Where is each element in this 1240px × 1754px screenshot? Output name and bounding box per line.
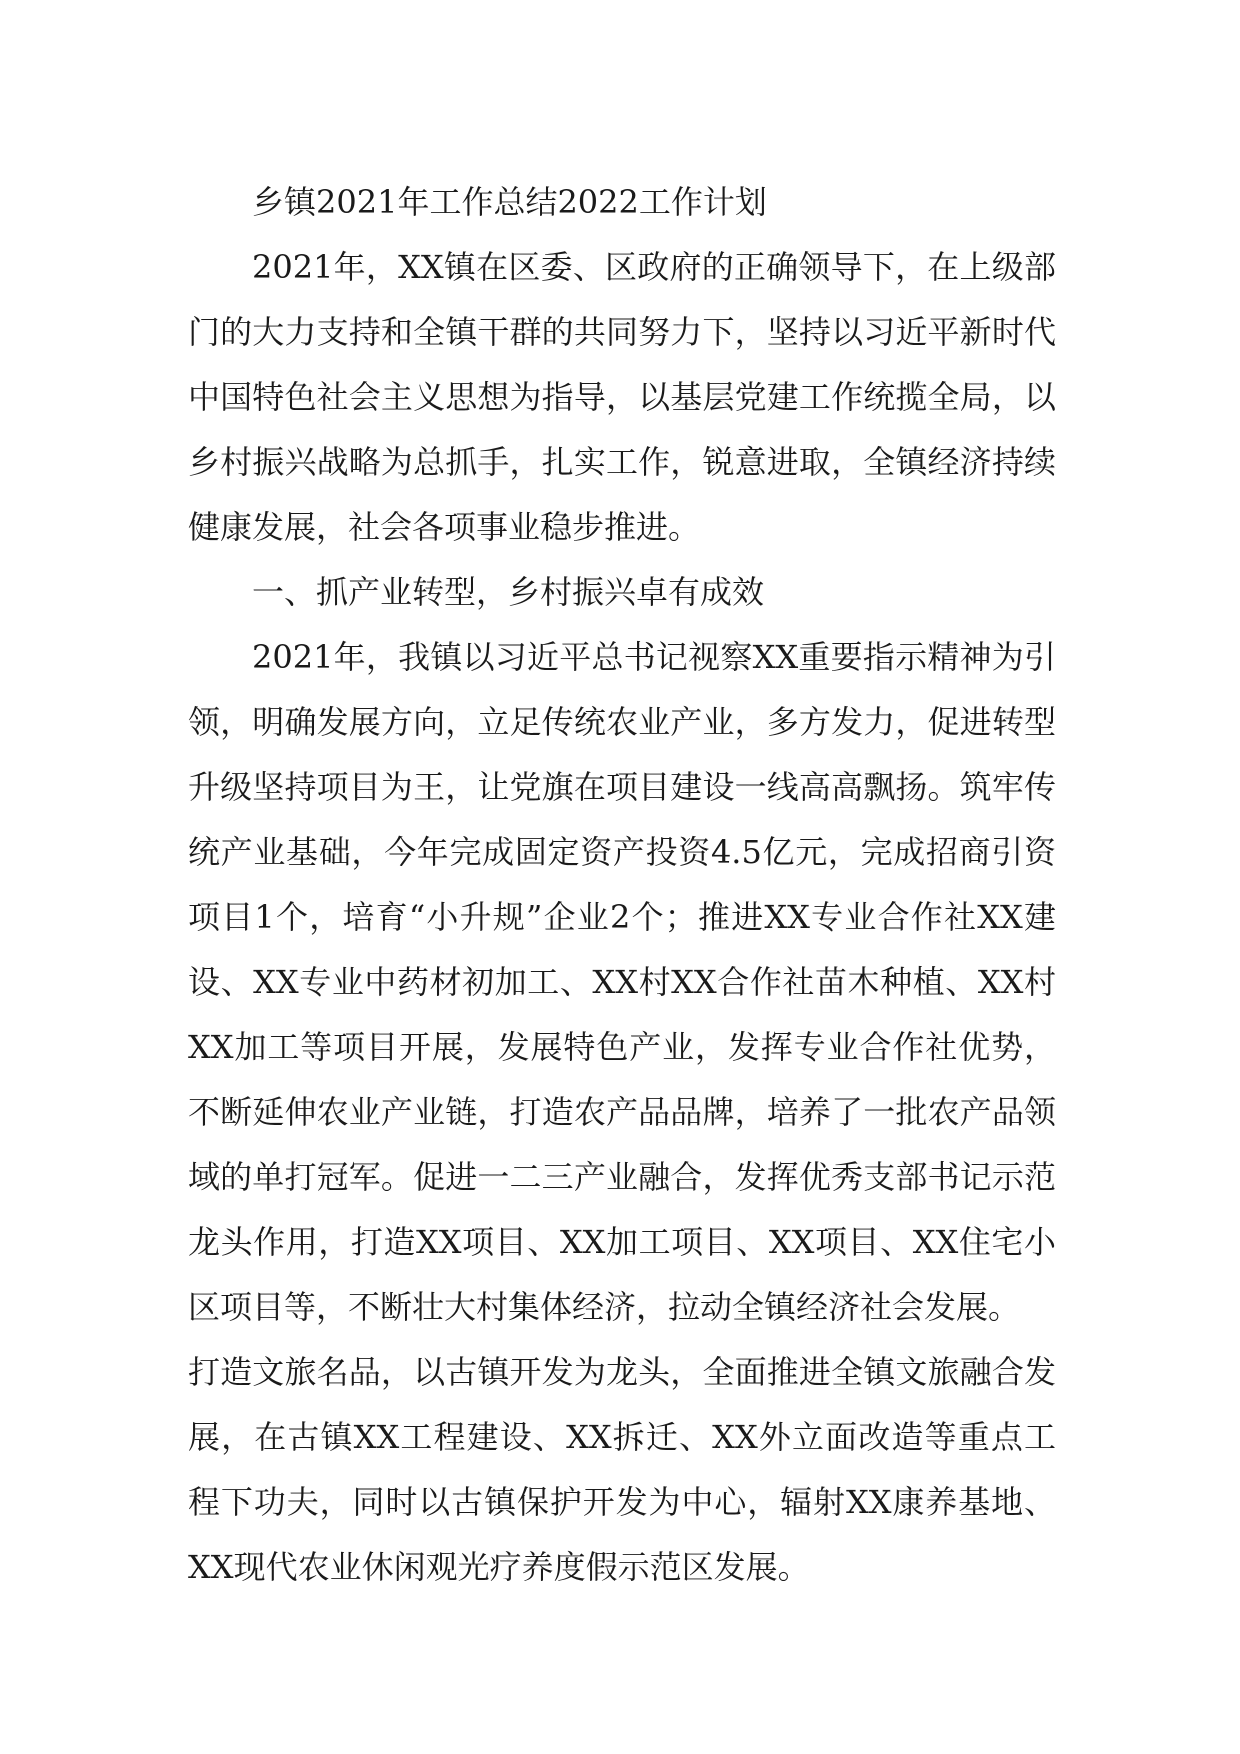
document-title: 乡镇2021年工作总结2022工作计划 bbox=[252, 183, 767, 221]
section-paragraph: 2021年，我镇以习近平总书记视察XX重要指示精神为引领，明确发展方向，立足传统农业产业，多方发力，促进转型升级坚持项目为王，让党旗在项目建设一线高高飘扬。筑牢传统产业基础，今年完成固定资产投资4.5亿元，完成招商引资项目1个，培育“小升规”企业2个；推进XX专业合作社XX建设、XX专业中药材初加工、XX村XX合作社苗木种植、XX村XX加工等项目开展，发展特色产业，发挥专业合作社优势，不断延伸农业产业链，打造农产品品牌，培养了一批农产品领域的单打冠军。促进一二三产业融合，发挥优秀支部书记示范龙头作用，打造XX项目、XX加工项目、XX项目、XX住宅小区项目等，不断壮大村集体经济，拉动全镇经济社会发展。 bbox=[188, 638, 1056, 1326]
intro-paragraph: 2021年，XX镇在区委、区政府的正确领导下，在上级部门的大力支持和全镇干群的共同努力下，坚持以习近平新时代中国特色社会主义思想为指导，以基层党建工作统揽全局，以乡村振兴战略为总抓手，扎实工作，锐意进取，全镇经济持续健康发展，社会各项事业稳步推进。 bbox=[188, 248, 1056, 546]
tourism-paragraph: 打造文旅名品，以古镇开发为龙头，全面推进全镇文旅融合发展，在古镇XX工程建设、XX拆迁、XX外立面改造等重点工程下功夫，同时以古镇保护开发为中心，辐射XX康养基地、XX现代农业休闲观光疗养度假示范区发展。 bbox=[188, 1353, 1056, 1586]
section-heading: 一、抓产业转型，乡村振兴卓有成效 bbox=[252, 573, 765, 611]
document-body bbox=[188, 170, 1056, 1600]
